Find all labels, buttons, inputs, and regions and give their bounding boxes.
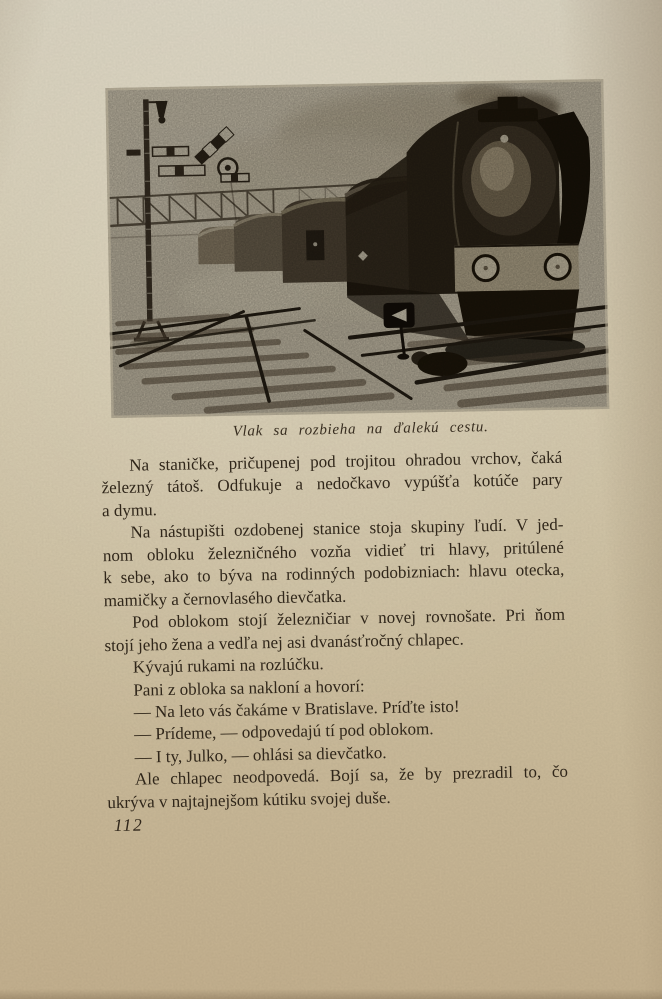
page-number: 112 <box>113 814 144 836</box>
text-line: — Prídeme, — odpovedajú tí pod oblokom. <box>134 719 434 745</box>
text-line: železný tátoš. Odfukuje a nedočkavo vypúšťa kotúče pary <box>101 470 563 498</box>
text-line: stojí jeho žena a vedľa nej asi dvanásťročný chlapec. <box>104 629 464 655</box>
illustration-caption: Vlak sa rozbieha na ďalekú cestu. <box>232 419 489 440</box>
text-block <box>101 447 569 815</box>
train-illustration <box>105 79 609 418</box>
text-line: a dymu. <box>101 500 158 521</box>
text-line: ukrýva v najtajnejšom kútiku svojej duše. <box>107 787 391 812</box>
text-line: mamičky a černovlasého dievčatka. <box>103 586 347 610</box>
paragraph <box>102 514 565 612</box>
text-line: nom obloku železničného vozňa vidieť tri hlavy, pritúlené <box>102 537 565 566</box>
paragraph <box>107 761 569 814</box>
text-line: Ale chlapec neodpovedá. Bojí sa, že by prezradil to, čo <box>134 762 569 789</box>
text-line: k sebe, ako to býva na rodinných podobizniach: hlavu otecka, <box>103 560 565 588</box>
text-line: Kývajú rukami na rozlúčku. <box>132 654 324 677</box>
text-line: Na nástupišti ozdobenej stanice stoja skupiny ľudí. V jed- <box>130 515 564 543</box>
text-line: — I ty, Julko, — ohlási sa dievčatko. <box>134 742 387 767</box>
text-line: Na staničke, pričupenej pod trojitou ohradou vrchov, čaká <box>129 447 563 475</box>
text-line: Pod oblokom stojí železničiar v novej rovnošate. Pri ňom <box>131 604 566 632</box>
text-line: Pani z obloka sa nakloní a hovorí: <box>133 675 365 700</box>
train-illustration-svg <box>105 79 609 418</box>
paragraph <box>101 447 563 523</box>
text-line: — Na leto vás čakáme v Bratislave. Príďte isto! <box>133 696 460 722</box>
